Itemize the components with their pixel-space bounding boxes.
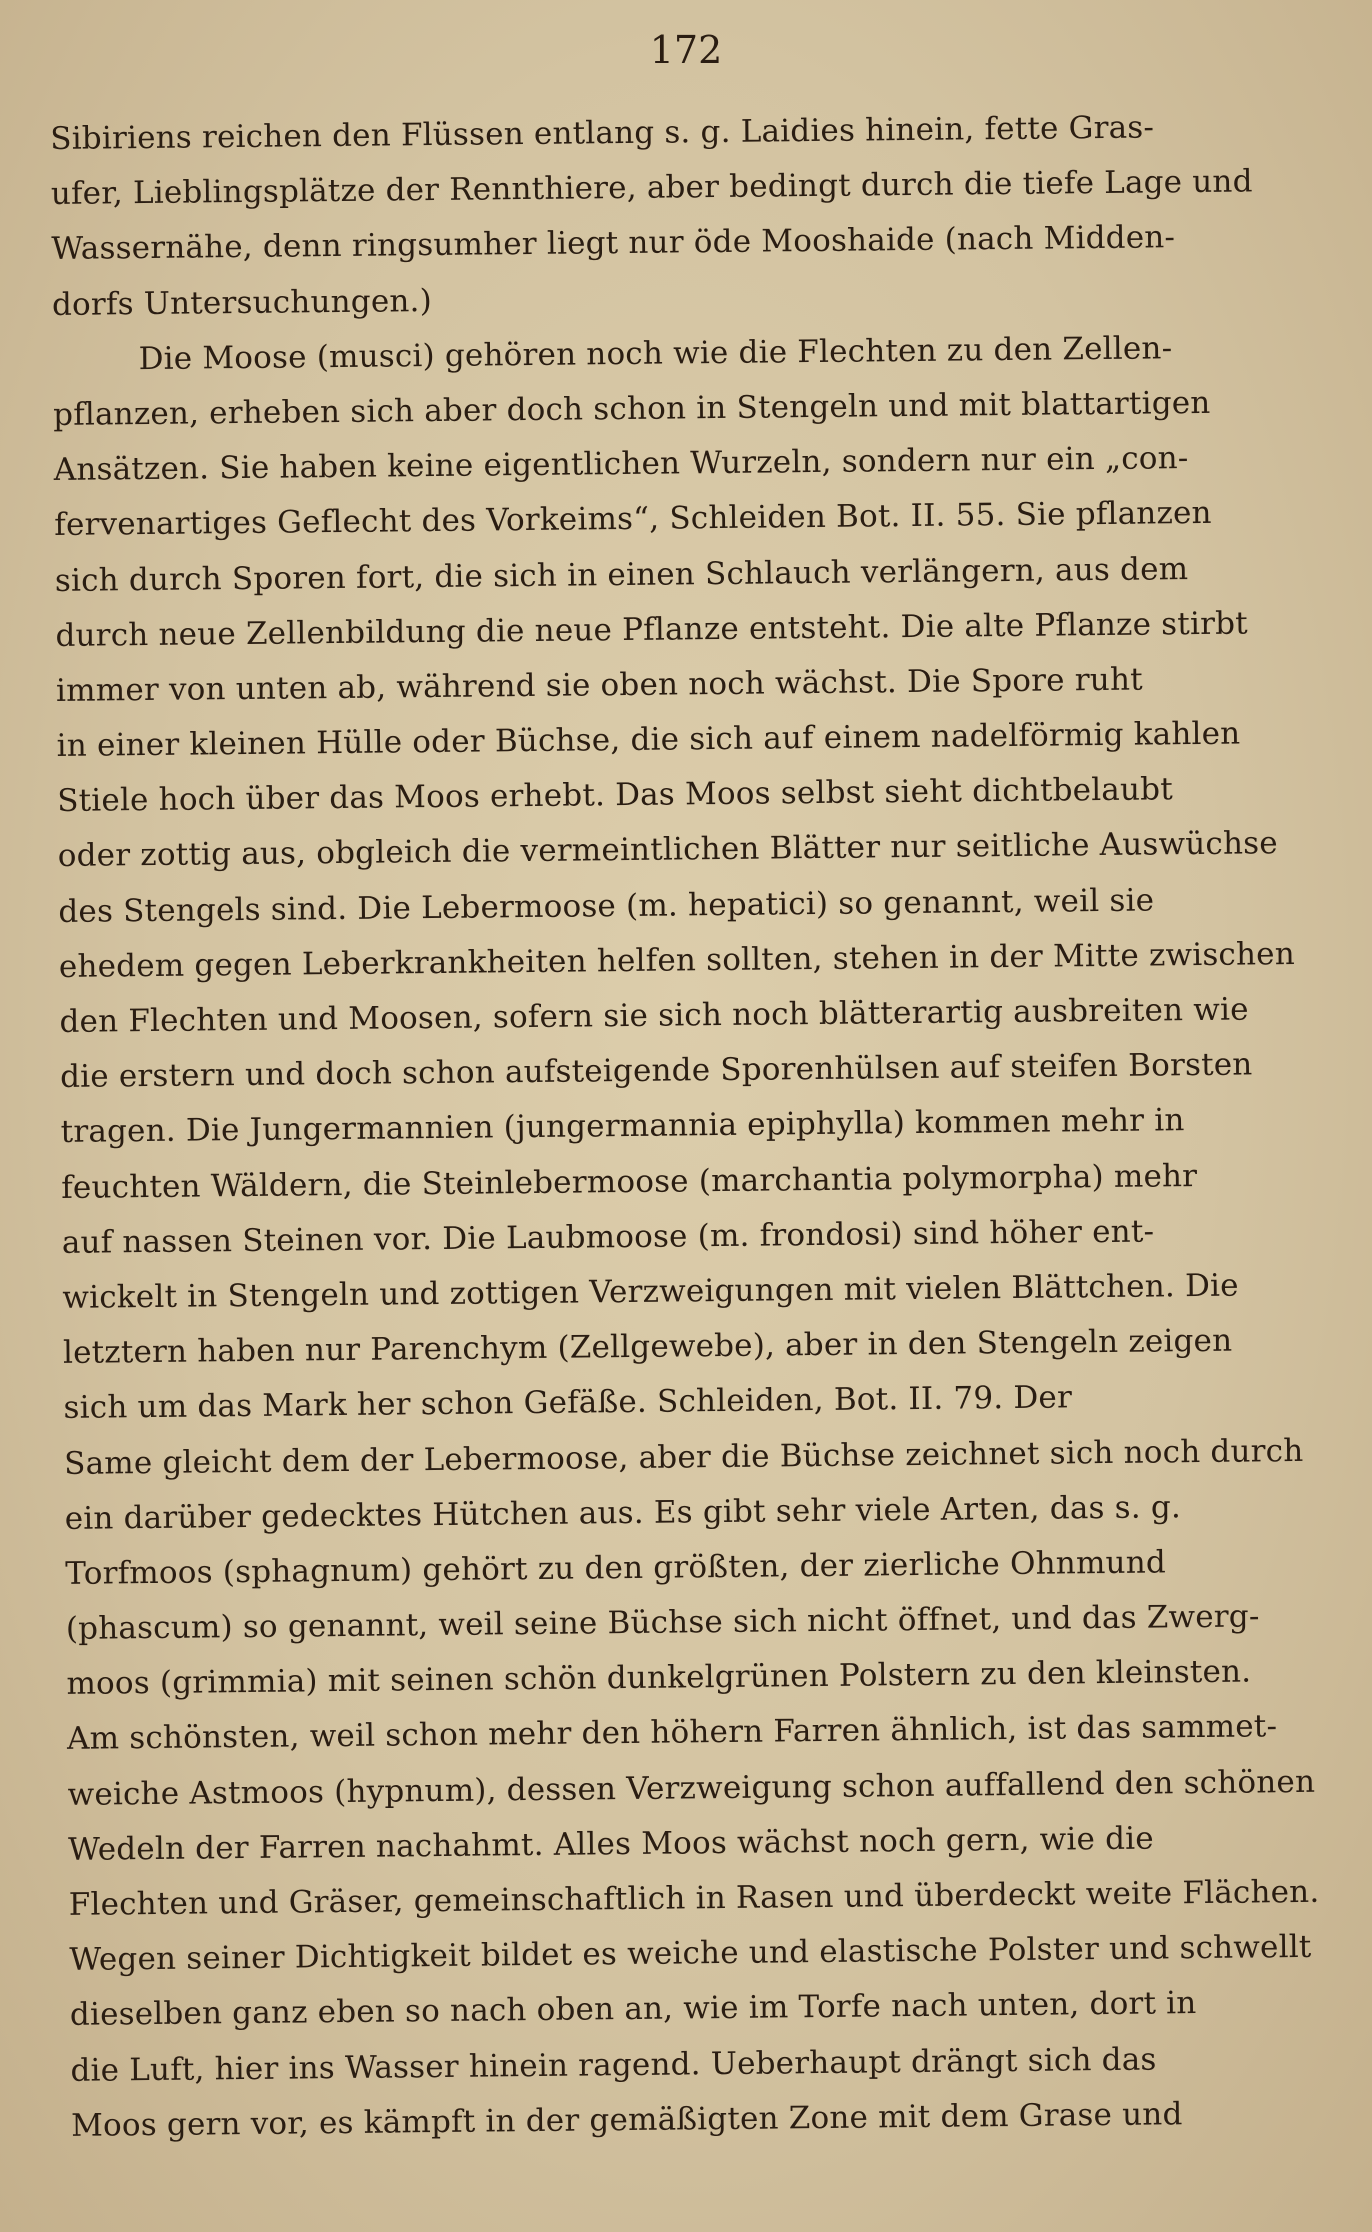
text-line: Flechten und Gräser, gemeinschaftlich in Rasen und überdeckt weite Flächen. bbox=[68, 1873, 1320, 1923]
text-line: weiche Astmoos (hypnum), dessen Verzweigung schon auffallend den schönen bbox=[67, 1763, 1316, 1813]
text-line: letztern haben nur Parenchym (Zellgewebe), aber in den Stengeln zeigen bbox=[62, 1322, 1233, 1372]
text-line: pflanzen, erheben sich aber doch schon in Stengeln und mit blattartigen bbox=[52, 384, 1211, 433]
text-line: Same gleicht dem der Lebermoose, aber die Büchse zeichnet sich noch durch bbox=[63, 1432, 1304, 1482]
text-line: Wedeln der Farren nachahmt. Alles Moos wächst noch gern, wie die bbox=[68, 1820, 1155, 1868]
text-line: die erstern und doch schon aufsteigende Sporenhülsen auf steifen Borsten bbox=[59, 1046, 1253, 1096]
text-line: Torfmoos (sphagnum) gehört zu den größten, der zierliche Ohnmund bbox=[65, 1544, 1167, 1592]
text-line: ufer, Lieblingsplätze der Rennthiere, aber bedingt durch die tiefe Lage und bbox=[50, 163, 1253, 213]
text-line: Stiele hoch über das Moos erhebt. Das Moos selbst sieht dichtbelaubt bbox=[57, 771, 1174, 820]
text-line: tragen. Die Jungermannien (jungermannia epiphylla) kommen mehr in bbox=[60, 1102, 1185, 1151]
text-line: in einer kleinen Hülle oder Büchse, die sich auf einem nadelförmig kahlen bbox=[56, 715, 1241, 765]
text-line: durch neue Zellenbildung die neue Pflanze entsteht. Die alte Pflanze stirbt bbox=[55, 605, 1248, 654]
text-line: dorfs Untersuchungen.) bbox=[51, 282, 433, 323]
paragraph-start-line: Die Moose (musci) gehören noch wie die Flechten zu den Zellen- bbox=[138, 330, 1173, 377]
text-line: Wegen seiner Dichtigkeit bildet es weiche und elastische Polster und schwellt bbox=[69, 1929, 1312, 1979]
text-line: feuchten Wäldern, die Steinlebermoose (marchantia polymorpha) mehr bbox=[61, 1157, 1198, 1206]
text-line: moos (grimmia) mit seinen schön dunkelgrünen Polstern zu den kleinsten. bbox=[66, 1653, 1252, 1703]
body-text bbox=[50, 98, 1361, 2153]
text-line: sich um das Mark her schon Gefäße. Schleiden, Bot. II. 79. Der bbox=[63, 1379, 1073, 1427]
page-number: 172 bbox=[649, 28, 723, 72]
text-line: dieselben ganz eben so nach oben an, wie im Torfe nach unten, dort in bbox=[69, 1985, 1197, 2034]
text-line: sich durch Sporen fort, die sich in einen Schlauch verlängern, aus dem bbox=[54, 550, 1189, 599]
text-line: Sibiriens reichen den Flüssen entlang s. g. Laidies hinein, fette Gras- bbox=[50, 109, 1155, 157]
text-line: des Stengels sind. Die Lebermoose (m. hepatici) so genannt, weil sie bbox=[58, 882, 1155, 930]
text-line: immer von unten ab, während sie oben noch wächst. Die Spore ruht bbox=[55, 661, 1143, 709]
text-line: oder zottig aus, obgleich die vermeintlichen Blätter nur seitliche Auswüchse bbox=[57, 825, 1279, 875]
text-line: Wassernähe, denn ringsumher liegt nur öde Mooshaide (nach Midden- bbox=[51, 219, 1176, 268]
text-line: (phascum) so genannt, weil seine Büchse sich nicht öffnet, und das Zwerg- bbox=[65, 1598, 1260, 1647]
text-line: den Flechten und Moosen, sofern sie sich noch blätterartig ausbreiten wie bbox=[59, 991, 1249, 1040]
text-line: wickelt in Stengeln und zottigen Verzweigungen mit vielen Blättchen. Die bbox=[62, 1267, 1239, 1316]
text-line: fervenartiges Geflecht des Vorkeims“, Schleiden Bot. II. 55. Sie pflanzen bbox=[54, 495, 1212, 544]
text-line: die Luft, hier ins Wasser hinein ragend. Ueberhaupt drängt sich das bbox=[70, 2041, 1157, 2089]
text-line: Moos gern vor, es kämpft in der gemäßigten Zone mit dem Grase und bbox=[70, 2096, 1183, 2144]
text-line: ehedem gegen Leberkrankheiten helfen sollten, stehen in der Mitte zwischen bbox=[58, 935, 1296, 985]
text-line: Ansätzen. Sie haben keine eigentlichen Wurzeln, sondern nur ein „con- bbox=[53, 440, 1189, 489]
text-line: auf nassen Steinen vor. Die Laubmoose (m. frondosi) sind höher ent- bbox=[61, 1213, 1155, 1261]
text-line: Am schönsten, weil schon mehr den höhern Farren ähnlich, ist das sammet- bbox=[66, 1708, 1278, 1758]
text-line: ein darüber gedecktes Hütchen aus. Es gibt sehr viele Arten, das s. g. bbox=[64, 1488, 1182, 1537]
